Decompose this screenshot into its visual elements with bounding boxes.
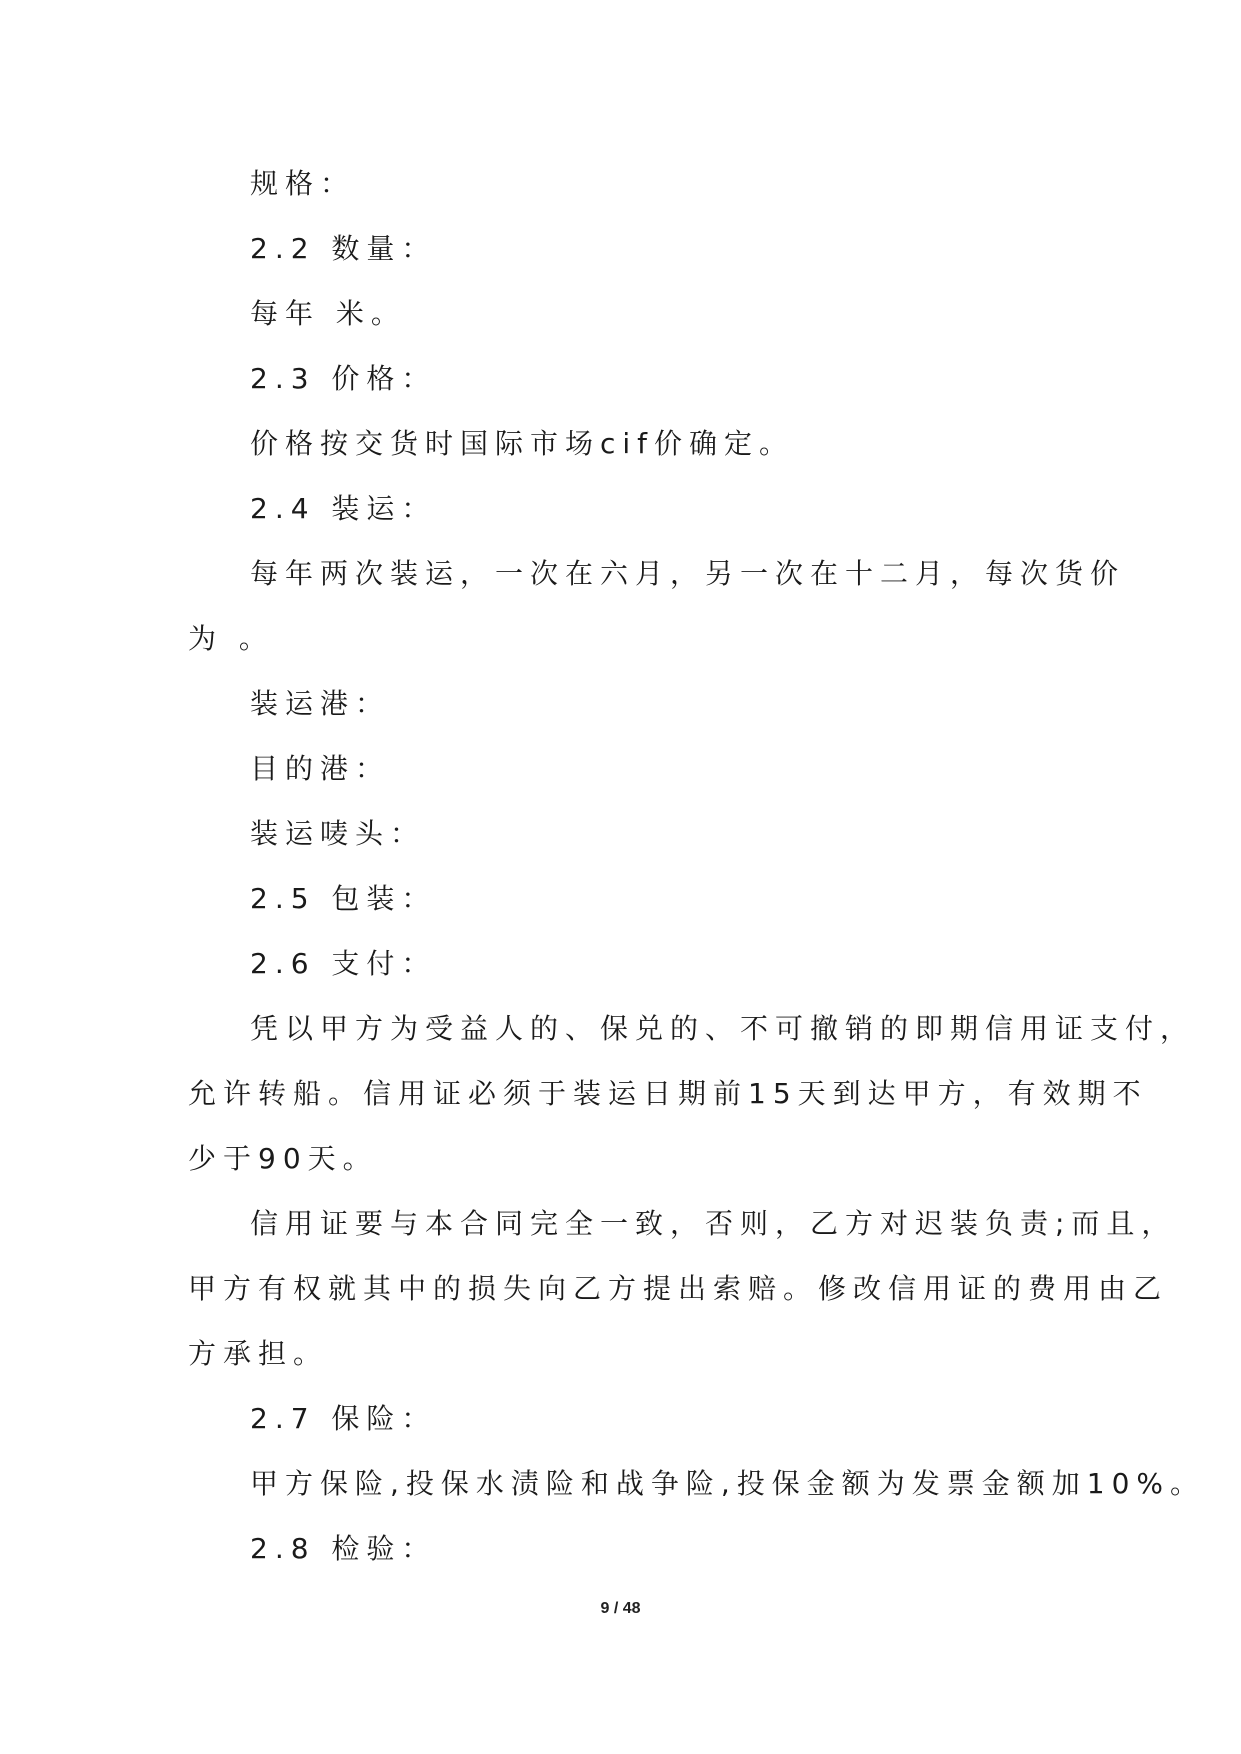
shipping-marks-label: 装运唛头： — [250, 817, 426, 850]
section-2-5-packing-heading: 2.5 包装： — [250, 882, 437, 915]
section-2-4-shipment-heading: 2.4 装运： — [250, 492, 437, 525]
credit-letter-text-line-3: 方承担。 — [188, 1337, 329, 1370]
section-2-8-inspection-heading: 2.8 检验： — [250, 1532, 437, 1565]
shipment-text-line-1: 每年两次装运，一次在六月，另一次在十二月，每次货价 — [250, 557, 1126, 590]
loading-port-label: 装运港： — [250, 687, 391, 720]
page-number: 9 / 48 — [600, 1600, 641, 1617]
quantity-text: 每年 米。 — [250, 297, 406, 330]
payment-text-line-1: 凭以甲方为受益人的、保兑的、不可撤销的即期信用证支付， — [250, 1012, 1196, 1045]
shipment-text-line-2: 为 。 — [188, 622, 274, 655]
insurance-text: 甲方保险,投保水渍险和战争险,投保金额为发票金额加10%。 — [250, 1467, 1206, 1500]
destination-port-label: 目的港： — [250, 752, 391, 785]
price-text: 价格按交货时国际市场cif价确定。 — [250, 427, 795, 460]
section-2-7-insurance-heading: 2.7 保险： — [250, 1402, 437, 1435]
payment-text-line-2: 允许转船。信用证必须于装运日期前15天到达甲方，有效期不 — [188, 1077, 1148, 1110]
section-2-2-quantity-heading: 2.2 数量： — [250, 232, 437, 265]
section-2-3-price-heading: 2.3 价格： — [250, 362, 437, 395]
credit-letter-text-line-1: 信用证要与本合同完全一致，否则，乙方对迟装负责;而且， — [250, 1207, 1177, 1240]
spec-heading: 规格： — [250, 167, 356, 200]
credit-letter-text-line-2: 甲方有权就其中的损失向乙方提出索赔。修改信用证的费用由乙 — [188, 1272, 1169, 1305]
payment-text-line-3: 少于90天。 — [188, 1142, 378, 1175]
section-2-6-payment-heading: 2.6 支付： — [250, 947, 437, 980]
